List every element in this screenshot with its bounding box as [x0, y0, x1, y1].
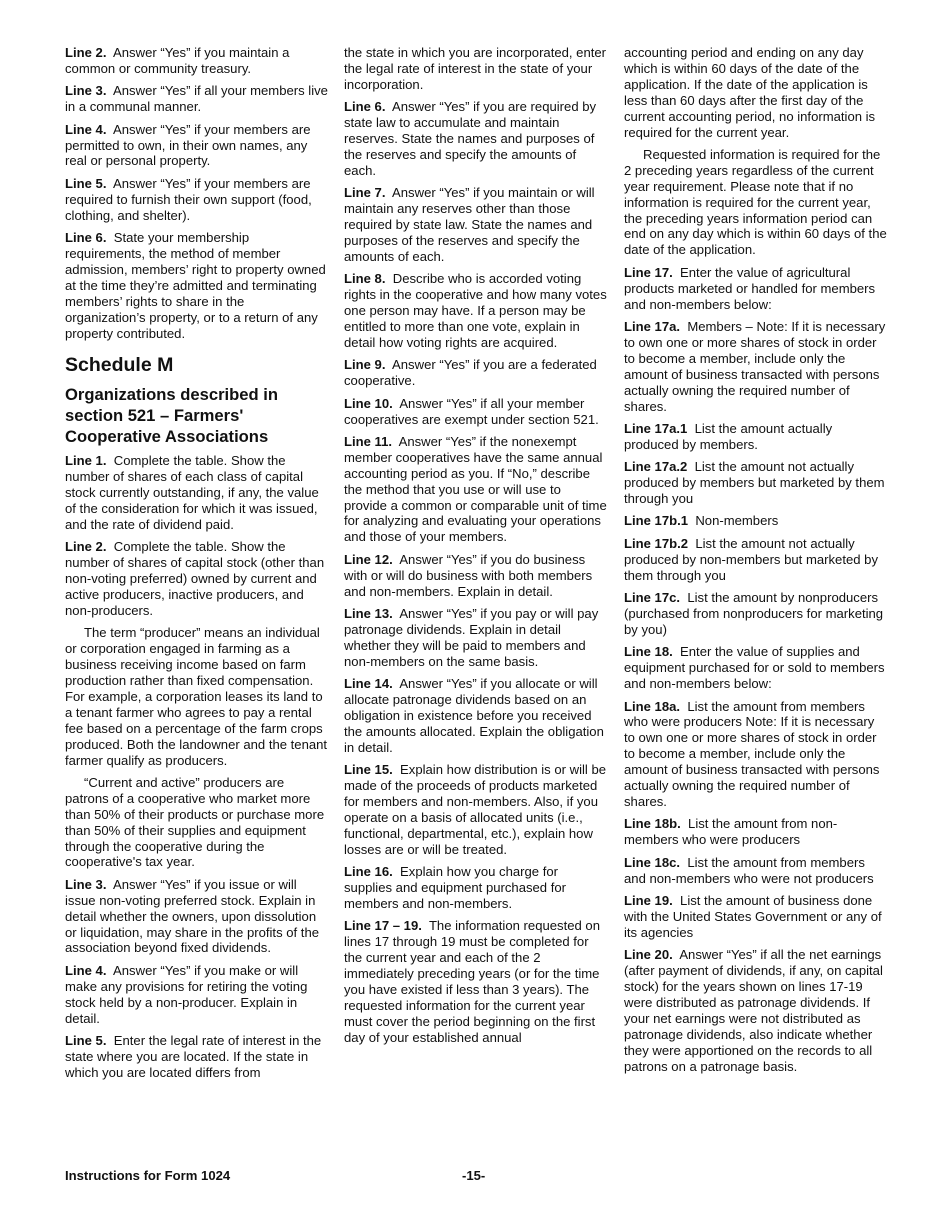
line-label: Line 19. [624, 893, 673, 908]
schedule-m-line-17a2 [624, 459, 887, 507]
line-text: Describe who is accorded voting rights in the cooperative and how many votes one person may have. If a person may be entitled to more than one vote, explain in detail how voting rights are acquired. [344, 271, 607, 350]
line-label: Line 17 – 19. [344, 918, 422, 934]
line-text: Answer “Yes” if the nonexempt member cooperatives have the same annual accounting period as you. If “No,” describe the method that you use or will use to provide a common or comparable unit of time for analyzing and evaluating your operations and those of your members. [344, 433, 607, 545]
schedule-m-line-1 [65, 453, 328, 533]
schedule-m-line-8 [344, 271, 607, 351]
schedule-m-line-17a1 [624, 421, 887, 453]
line-text: State your membership requirements, the method of member admission, members’ right to property owned at the time they’re admitted and terminating members’ rights to share in the organization’s property, or to a return of any property contributed. [65, 230, 326, 341]
line-label: Line 17a.2 [624, 459, 688, 475]
line-label: Line 2. [65, 539, 107, 555]
schedule-m-line-3 [65, 877, 328, 957]
line-5-paragraph [65, 176, 328, 224]
schedule-m-line-9 [344, 357, 607, 389]
line-text: Enter the legal rate of interest in the state where you are located. If the state in which you are located differs from [65, 1033, 322, 1080]
line-label: Line 3. [65, 876, 107, 892]
line-text: Answer “Yes” if all your members live in a communal manner. [65, 83, 328, 115]
line-label: Line 7. [344, 185, 386, 201]
line-5-continuation: the state in which you are incorporated, enter the legal rate of interest in the state of your incorporation. [344, 45, 607, 92]
line-text: Explain how you charge for supplies and equipment purchased for members and non-members. [344, 864, 567, 911]
schedule-m-line-12 [344, 552, 607, 600]
line-text: Answer “Yes” if you pay or will pay patronage dividends. Explain in detail whether they will be paid to members and non-members on the same basis. [344, 606, 599, 669]
line-label: Line 3. [65, 83, 107, 99]
schedule-m-line-17b1 [624, 513, 887, 529]
line-text: The information requested on lines 17 through 19 must be completed for the current year and each of the 2 immediately preceding years (or for the time you have existed if less than 3 years). The requested information for the current year must cover the period beginning on the first day of your established annual [344, 918, 600, 1045]
schedule-m-line-17 [624, 265, 887, 313]
line-label: Line 5. [65, 1033, 107, 1048]
line-text: Enter the value of agricultural products marketed or handled for members and non-members below: [624, 264, 876, 312]
schedule-title: Schedule M [65, 354, 174, 377]
producer-definition: The term “producer” means an individual or corporation engaged in farming as a business receiving income based on farm production rather than fixed compensation. For example, a corporation leases its land to a tenant farmer who agrees to pay a rental fee based on a percentage of the farm crops produced. Both the landowner and the tenant farmer qualify as producers. [65, 625, 328, 768]
schedule-m-line-19 [624, 893, 887, 941]
line-label: Line 18c. [624, 854, 681, 870]
line-label: Line 18b. [624, 816, 681, 832]
line-label: Line 18. [624, 644, 673, 660]
line-text: Answer “Yes” if your members are permitted to own, in their own names, any real or personal property. [65, 121, 311, 169]
schedule-m-line-14 [344, 676, 607, 756]
line-label: Line 18a. [624, 698, 681, 714]
line-label: Line 8. [344, 271, 386, 287]
schedule-m-line-17c [624, 590, 887, 638]
schedule-m-line-18a [624, 699, 887, 810]
line-text: Answer “Yes” if you do business with or will do business with both members and non-members. Explain in detail. [344, 551, 593, 599]
line-label: Line 1. [65, 453, 107, 469]
line-text: List the amount from non-members who were producers [624, 816, 838, 848]
line-text: Answer “Yes” if all the net earnings (after payment of dividends, if any, on capital stock) for the years shown on lines 17-19 were distributed as patronage dividends. If your net earnings were not distributed as patronage dividends, also indicate whether they were apportioned on the records to all patrons on a patronage basis. [624, 947, 883, 1074]
schedule-m-line-17b2 [624, 536, 887, 584]
line-text: List the amount actually produced by members. [624, 420, 833, 452]
column-3 [624, 45, 887, 1081]
line-6-paragraph [65, 230, 328, 341]
line-text: List the amount not actually produced by members but marketed by them through you [624, 459, 885, 507]
line-4-paragraph [65, 122, 328, 170]
line-label: Line 14. [344, 676, 393, 692]
line-label: Line 9. [344, 357, 386, 373]
schedule-m-line-18b [624, 816, 887, 848]
schedule-m-line-4 [65, 963, 328, 1027]
line-text: Answer “Yes” if you allocate or will allocate patronage dividends based on an obligation in existence before you received the amounts allocated. Explain the obligation in detail. [344, 676, 604, 755]
line-text: Members – Note: If it is necessary to own one or more shares of stock in order to become a member, include only the amount of business transacted with persons actually owning the required number of shares. [624, 319, 886, 414]
line-text: Answer “Yes” if you issue or will issue non-voting preferred stock. Explain in detail whether the owners, upon dissolution or liquidation, may share in the profits of the association beyond fixed dividends. [65, 876, 320, 956]
line-label: Line 12. [344, 551, 393, 567]
schedule-m-line-7 [344, 185, 607, 265]
schedule-m-line-18c [624, 855, 887, 887]
schedule-m-lines-17-19 [344, 918, 607, 1045]
line-text: List the amount of business done with the United States Government or any of its agencies [624, 893, 882, 940]
line-text: Enter the value of supplies and equipment purchased for or sold to members and non-members below: [624, 644, 885, 692]
lines-17-19-continuation: accounting period and ending on any day which is within 60 days of the date of the application. If the date of the application is less than 60 days after the first day of the current accounting period, no information is required for the current year. [624, 45, 876, 140]
column-2 [344, 45, 607, 1052]
line-text: List the amount from members and non-members who were not producers [624, 854, 874, 886]
line-label: Line 15. [344, 762, 393, 778]
schedule-m-line-5 [65, 1033, 328, 1081]
line-text: Answer “Yes” if you maintain a common or community treasury. [65, 45, 290, 76]
line-label: Line 5. [65, 175, 107, 191]
line-label: Line 17. [624, 264, 673, 280]
line-label: Line 16. [344, 864, 393, 880]
line-text: List the amount by nonproducers (purchased from nonproducers for marketing by you) [624, 590, 884, 637]
line-label: Line 6. [65, 230, 107, 246]
footer-form-title: Instructions for Form 1024 [65, 1168, 231, 1183]
line-label: Line 17b.1 [624, 513, 689, 529]
line-label: Line 20. [624, 947, 673, 963]
schedule-subtitle: Organizations described in section 521 – Farmers' Cooperative Associations [65, 385, 278, 446]
line-2-paragraph [65, 45, 328, 77]
schedule-m-line-17a [624, 319, 887, 414]
schedule-m-line-6 [344, 99, 607, 179]
line-label: Line 13. [344, 606, 393, 621]
line-label: Line 4. [65, 121, 107, 137]
line-text: Non-members [695, 513, 779, 529]
line-text: Answer “Yes” if all your member cooperatives are exempt under section 521. [344, 395, 599, 427]
line-text: Complete the table. Show the number of shares of each class of capital stock currently outstanding, if any, the value of the consideration for which it was issued, and the rate of dividend paid. [65, 453, 319, 532]
line-text: Answer “Yes” if you are required by state law to accumulate and maintain reserves. State the names and purposes of the reserves and specify the amounts of each. [344, 99, 597, 178]
line-label: Line 11. [344, 433, 393, 449]
line-text: Explain how distribution is or will be made of the proceeds of products marketed for members and non-members. Also, if you operate on a basis of allocated units (i.e., functional, departmental, etc.), explain how losses are or will be treated. [344, 762, 607, 857]
schedule-m-line-18 [624, 644, 887, 692]
line-label: Line 17c. [624, 590, 681, 606]
page-number: -15- [462, 1168, 486, 1183]
schedule-m-line-15 [344, 762, 607, 857]
current-active-definition: “Current and active” producers are patrons of a cooperative who market more than 50% of their products or purchase more than 50% of their supplies and equipment through the cooperative during the cooperative's tax year. [65, 774, 325, 870]
schedule-m-line-16 [344, 864, 607, 912]
schedule-m-line-20 [624, 947, 887, 1074]
line-label: Line 2. [65, 45, 107, 60]
line-text: List the amount from members who were producers Note: If it is necessary to own one or more shares of stock in order to become a member, include only the amount of business transacted with persons actually owning the required number of shares. [624, 698, 880, 809]
column-1 [65, 45, 328, 1087]
line-text: Complete the table. Show the number of shares of capital stock (other than non-voting preferred) owned by current and active producers, inactive producers, and non-producers. [65, 539, 325, 618]
line-text: Answer “Yes” if your members are required to furnish their own support (food, clothing, and shelter). [65, 175, 312, 223]
line-text: Answer “Yes” if you make or will make any provisions for retiring the voting stock held by a non-producer. Explain in detail. [65, 962, 308, 1026]
line-label: Line 17a. [624, 319, 681, 334]
line-text: List the amount not actually produced by non-members but marketed by them through you [624, 535, 879, 583]
line-label: Line 17a.1 [624, 420, 688, 436]
line-3-paragraph [65, 83, 328, 115]
schedule-m-line-2 [65, 539, 328, 619]
schedule-m-line-13 [344, 606, 607, 670]
line-label: Line 4. [65, 962, 107, 978]
line-label: Line 10. [344, 395, 393, 411]
schedule-m-line-11 [344, 434, 607, 545]
schedule-m-line-10 [344, 396, 607, 428]
requested-information-paragraph: Requested information is required for the 2 preceding years regardless of the current year requirement. Please note that if no information is required for the current year, the preceding years information period can end on any day which is within 60 days of the date of the application. [624, 146, 887, 258]
line-label: Line 6. [344, 99, 386, 115]
line-text: Answer “Yes” if you maintain or will maintain any reserves other than those required by state law. State the names and purposes of the reserves and specify the amounts of each. [344, 185, 595, 264]
line-text: Answer “Yes” if you are a federated cooperative. [344, 357, 597, 389]
line-label: Line 17b.2 [624, 535, 689, 551]
